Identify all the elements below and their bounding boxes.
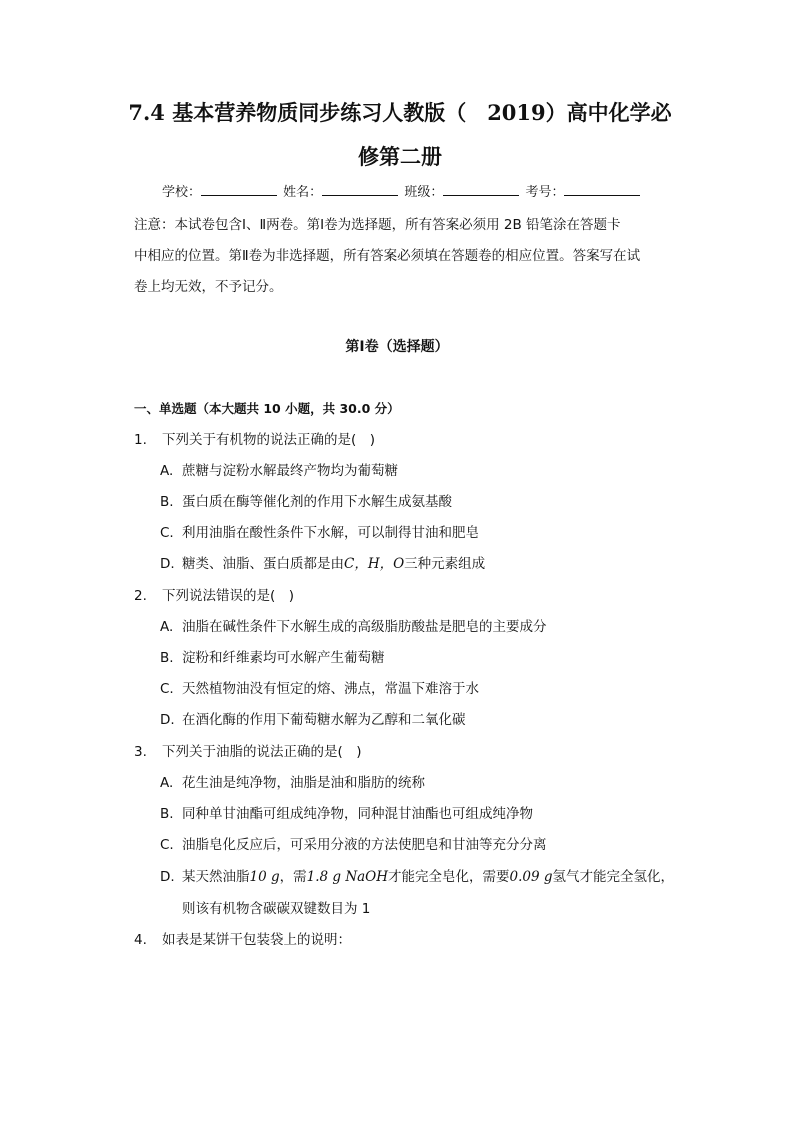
option-letter: D.: [160, 869, 175, 885]
question-2-option-a[interactable]: [160, 617, 547, 637]
question-stem: 下列说法错误的是( ): [162, 588, 295, 604]
element-symbols: C，H，O: [344, 556, 405, 572]
option-text: 油脂皂化反应后，可采用分液的方法使肥皂和甘油等充分分离: [182, 837, 547, 853]
option-text: 蛋白质在酶等催化剂的作用下水解生成氨基酸: [182, 494, 452, 510]
option-text-end: 三种元素组成: [404, 556, 486, 572]
question-2-option-b[interactable]: [160, 648, 385, 668]
option-text: 糖类、油脂、蛋白质都是由: [182, 556, 344, 572]
number-label: 考号：: [525, 185, 565, 200]
question-2: [134, 586, 294, 606]
class-label: 班级：: [404, 185, 444, 200]
question-1-option-d[interactable]: [160, 554, 485, 574]
notice-line-1: 注意：本试卷包含Ⅰ、Ⅱ两卷。第Ⅰ卷为选择题，所有答案必须用 2B 铅笔涂在答题卡: [134, 217, 621, 233]
option-letter: B.: [160, 650, 174, 666]
question-number: 2.: [134, 588, 147, 604]
option-text: 氢气才能完全氢化，: [552, 869, 675, 885]
question-number: 4.: [134, 932, 147, 948]
school-label: 学校：: [162, 185, 202, 200]
option-text: 某天然油脂: [182, 869, 250, 885]
question-3-option-b[interactable]: [160, 804, 533, 824]
option-letter: B.: [160, 806, 174, 822]
option-letter: A.: [160, 775, 174, 791]
option-letter: A.: [160, 619, 174, 635]
option-text: ，需: [279, 869, 307, 885]
question-1-option-a[interactable]: [160, 461, 398, 481]
document-title-line-1: 7.4 基本营养物质同步练习人教版（ 2019）高中化学必: [128, 100, 672, 125]
question-4: [134, 930, 351, 950]
option-text: 天然植物油没有恒定的熔、沸点，常温下难溶于水: [182, 681, 479, 697]
name-label: 姓名：: [283, 185, 323, 200]
section-title: 第Ⅰ卷（选择题）: [345, 339, 449, 355]
option-letter: B.: [160, 494, 174, 510]
notice-line-3: 卷上均无效，不予记分。: [134, 279, 283, 295]
question-1-option-b[interactable]: [160, 492, 452, 512]
student-info-row: [162, 182, 642, 202]
option-text: 花生油是纯净物，油脂是油和脂肪的统称: [182, 775, 425, 791]
option-letter: C.: [160, 525, 174, 541]
option-text: 同种单甘油酯可组成纯净物，同种混甘油酯也可组成纯净物: [182, 806, 533, 822]
question-2-option-c[interactable]: [160, 679, 479, 699]
option-letter: C.: [160, 681, 174, 697]
question-stem: 下列关于有机物的说法正确的是( ): [162, 432, 376, 448]
question-number: 3.: [134, 744, 147, 760]
option-text: 蔗糖与淀粉水解最终产物均为葡萄糖: [182, 463, 398, 479]
option-text: 才能完全皂化，需要: [388, 869, 510, 885]
option-letter: A.: [160, 463, 174, 479]
question-3-option-a[interactable]: [160, 773, 425, 793]
option-text: 利用油脂在酸性条件下水解，可以制得甘油和肥皂: [182, 525, 479, 541]
name-blank[interactable]: [322, 182, 398, 196]
option-letter: C.: [160, 837, 174, 853]
question-1: [134, 430, 375, 450]
question-3-option-d[interactable]: [160, 867, 674, 887]
section-heading: 一、单选题（本大题共 10 小题，共 30.0 分）: [134, 401, 400, 416]
question-stem: 如表是某饼干包装袋上的说明：: [162, 932, 351, 948]
question-number: 1.: [134, 432, 147, 448]
question-stem: 下列关于油脂的说法正确的是( ): [162, 744, 362, 760]
option-text: 油脂在碱性条件下水解生成的高级脂肪酸盐是肥皂的主要成分: [182, 619, 547, 635]
oil-mass: 10 g: [249, 869, 280, 885]
option-text: 淀粉和纤维素均可水解产生葡萄糖: [182, 650, 385, 666]
option-text: 则该有机物含碳碳双键数目为 1: [182, 901, 371, 917]
class-blank[interactable]: [443, 182, 519, 196]
exam-notice: [134, 210, 674, 303]
document-title-line-2: 修第二册: [358, 144, 442, 169]
question-3: [134, 742, 362, 762]
question-1-option-c[interactable]: [160, 523, 479, 543]
hydrogen-mass: 0.09 g: [509, 869, 553, 885]
question-3-option-c[interactable]: [160, 835, 547, 855]
option-letter: D.: [160, 712, 175, 728]
school-blank[interactable]: [201, 182, 277, 196]
notice-line-2: 中相应的位置。第Ⅱ卷为非选择题，所有答案必须填在答题卷的相应位置。答案写在试: [134, 248, 641, 264]
naoh-mass: 1.8 g NaOH: [306, 869, 389, 885]
question-2-option-d[interactable]: [160, 710, 466, 730]
question-3-option-d-continued: [182, 899, 370, 919]
number-blank[interactable]: [564, 182, 640, 196]
option-text: 在酒化酶的作用下葡萄糖水解为乙醇和二氧化碳: [182, 712, 466, 728]
option-letter: D.: [160, 556, 175, 572]
